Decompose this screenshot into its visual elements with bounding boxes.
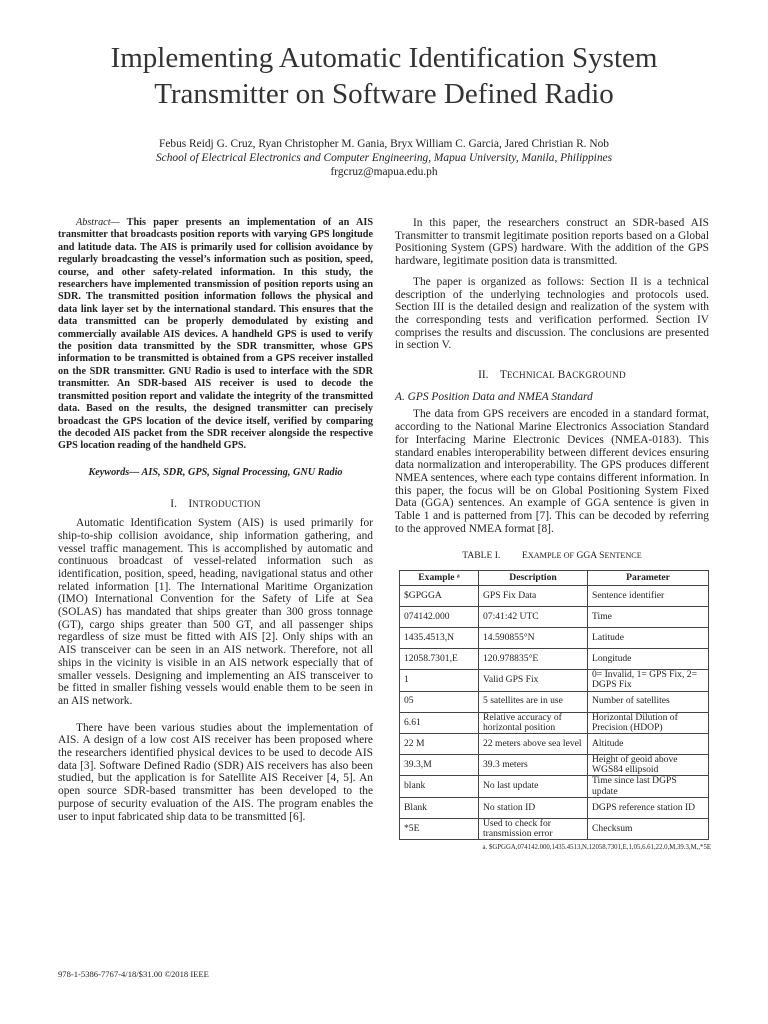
cell-example: 6.61 [400,712,479,733]
cell-example: blank [400,776,479,797]
left-column [58,217,373,823]
cell-example: 05 [400,691,479,712]
right-column [395,217,709,855]
intro-paragraph-4: The paper is organized as follows: Section II is a technical description of the underlying technologies and protocols used. Section III is the detailed design and realization of the system with the corresponding tests and verification performed. Section IV comprises the results and discussion. The conclusions are presented in section V. [395,275,709,352]
paper-title [0,40,768,112]
cell-description: 22 meters above sea level [479,733,588,754]
cell-parameter: Checksum [588,818,709,839]
table-row [400,628,709,649]
cell-description: 07:41:42 UTC [479,607,588,628]
cell-parameter: Altitude [588,733,709,754]
author-block [0,137,768,179]
keywords: Keywords— AIS, SDR, GPS, Signal Processing, GNU Radio [88,466,343,478]
cell-description: 5 satellites are in use [479,691,588,712]
header-example: Example ᵃ [400,571,479,586]
cell-description: No last update [479,776,588,797]
cell-example: 1435.4513,N [400,628,479,649]
author-email: frgcruz@mapua.edu.ph [330,166,438,178]
gps-paragraph: The data from GPS receivers are encoded in a standard format, according to the National Marine Electronics Association Standard for Interfacing Marine Electronic Devices (NMEA-0183). This standard enables interoperability between different devices ensuring data normalization and interoperability. The GPS produces different NMEA sentences, where each type contains different information. In this paper, the focus will be on Global Positioning System Fixed Data (GGA) sentences. An example of GGA sentence is given in Table 1 and is patterned from [7]. This can be decoded by referring to the approved NMEA format [8]. [395,408,709,535]
table-row [400,649,709,670]
cell-parameter: Latitude [588,628,709,649]
cell-description: No station ID [479,797,588,818]
cell-example: *5E [400,818,479,839]
cell-example: 1 [400,670,479,691]
cell-parameter: Horizontal Dilution of Precision (HDOP) [588,712,709,733]
cell-description: Used to check for transmission error [479,818,588,839]
table-row [400,712,709,733]
header-description: Description [479,571,588,586]
section-heading-technical-background: II. TECHNICAL BACKGROUND [478,369,626,382]
table-row [400,586,709,607]
title-line-2: Transmitter on Software Defined Radio [154,78,614,110]
cell-description: 39.3 meters [479,754,588,775]
cell-parameter: Longitude [588,649,709,670]
table-row [400,818,709,839]
cell-example: Blank [400,797,479,818]
title-line-1: Implementing Automatic Identification System [110,42,658,74]
abstract [58,217,373,453]
table-row [400,607,709,628]
cell-example: 12058.7301,E [400,649,479,670]
subsection-heading-gps: A. GPS Position Data and NMEA Standard [395,390,593,403]
table-row [400,776,709,797]
affiliation: School of Electrical Electronics and Computer Engineering, Mapua University, Manila, Philippines [155,152,613,164]
header-parameter: Parameter [588,571,709,586]
table-row [400,691,709,712]
cell-parameter: DGPS reference station ID [588,797,709,818]
abstract-text: This paper presents an implementation of an AIS transmitter that broadcasts position reports with varying GPS longitude and latitude data. The AIS is primarily used for collision avoidance by regularly broadcasting the vessel’s information such as position, speed, course, and other safety-related information. In this study, the researchers have implemented transmission of position reports using an SDR. The transmitted position information follows the physical and data link layer set by the international standard. This ensures that the data transmitted can be properly demodulated by existing and commercially available AIS devices. A handheld GPS is used to verify the position data transmitted by the SDR transmitter, whose GPS information to be transmitted is obtained from a GPS receiver installed on the SDR transmitter. GNU Radio is used to interface with the SDR transmitter. An SDR-based AIS receiver is used to decode the transmitted position report and validate the integrity of the transmitted data. Based on the results, the designed transmitter can precisely broadcast the GPS location of the device itself, verified by comparing the decoded AIS packet from the SDR receiver alongside the respective GPS location reading of the handheld GPS. [58,217,373,452]
cell-description: 14.590855°N [479,628,588,649]
cell-description: 120.978835°E [479,649,588,670]
table-row [400,754,709,775]
table-footnote: a. $GPGGA,074142.000,1435.4513,N,12058.7301,E,1,05,6.61,22.0,M,39.3,M,,*5E [482,844,711,852]
cell-example: 074142.000 [400,607,479,628]
section-heading-introduction: I. INTRODUCTION [170,498,261,511]
table-header-row [400,571,709,586]
abstract-lead: Abstract— [76,217,120,228]
cell-example: 39.3,M [400,754,479,775]
cell-example: $GPGGA [400,586,479,607]
cell-parameter: 0= Invalid, 1= GPS Fix, 2= DGPS Fix [588,670,709,691]
cell-parameter: Time [588,607,709,628]
cell-description: Relative accuracy of horizontal position [479,712,588,733]
cell-description: GPS Fix Data [479,586,588,607]
cell-parameter: Number of satellites [588,691,709,712]
cell-description: Valid GPS Fix [479,670,588,691]
intro-paragraph-3: In this paper, the researchers construct an SDR-based AIS Transmitter to transmit legitimate position reports based on a Global Positioning System (GPS) hardware. With the addition of the GPS hardware, legitimate position data is transmitted. [395,217,709,268]
intro-paragraph-2: There have been various studies about the implementation of AIS. A design of a low cost AIS receiver has been proposed where the researchers identified physical devices to be used to decode AIS data [3]. Software Defined Radio (SDR) AIS receivers has also been studied, but the application is for Satellite AIS Receiver [4, 5]. An open source SDR-based transmitter has been developed to the purpose of security evaluation of the AIS. The program enables the user to input fabricated ship data to be transmitted [6]. [58,721,373,823]
copyright-footer: 978-1-5386-7767-4/18/$31.00 ©2018 IEEE [58,969,209,979]
table-caption: TABLE I. EXAMPLE OF GGA SENTENCE [462,550,642,562]
author-list: Febus Reidj G. Cruz, Ryan Christopher M. Gania, Bryx William C. Garcia, Jared Christian R. Nob [158,138,609,150]
cell-parameter: Time since last DGPS update [588,776,709,797]
intro-paragraph-1: Automatic Identification System (AIS) is used primarily for ship-to-ship collision avoidance, ship information gathering, and vessel traffic management. This is accomplished by automatic and continuous broadcast of vessel-related information such as identification, position, speed, heading, navigational status and other related information [1]. The International Maritime Organization (IMO) International Convention for the Safety of Life at Sea (SOLAS) has mandated that ships greater than 300 gross tonnage (GT), cargo ships greater than 500 GT, and all passenger ships regardless of size must be fitted with AIS [2]. Only ships with an AIS transceiver can be seen in an AIS network. Therefore, not all ships in the vicinity is visible in an AIS network especially that of smaller vessels. Designing and implementing an AIS transceiver to be fitted in smaller fishing vessels would enable them to be seen in an AIS network. [58,517,373,707]
cell-example: 22 M [400,733,479,754]
table-row [400,797,709,818]
cell-parameter: Height of geoid above WGS84 ellipsoid [588,754,709,775]
table-row [400,670,709,691]
gga-table [399,570,709,840]
table-row [400,733,709,754]
cell-parameter: Sentence identifier [588,586,709,607]
